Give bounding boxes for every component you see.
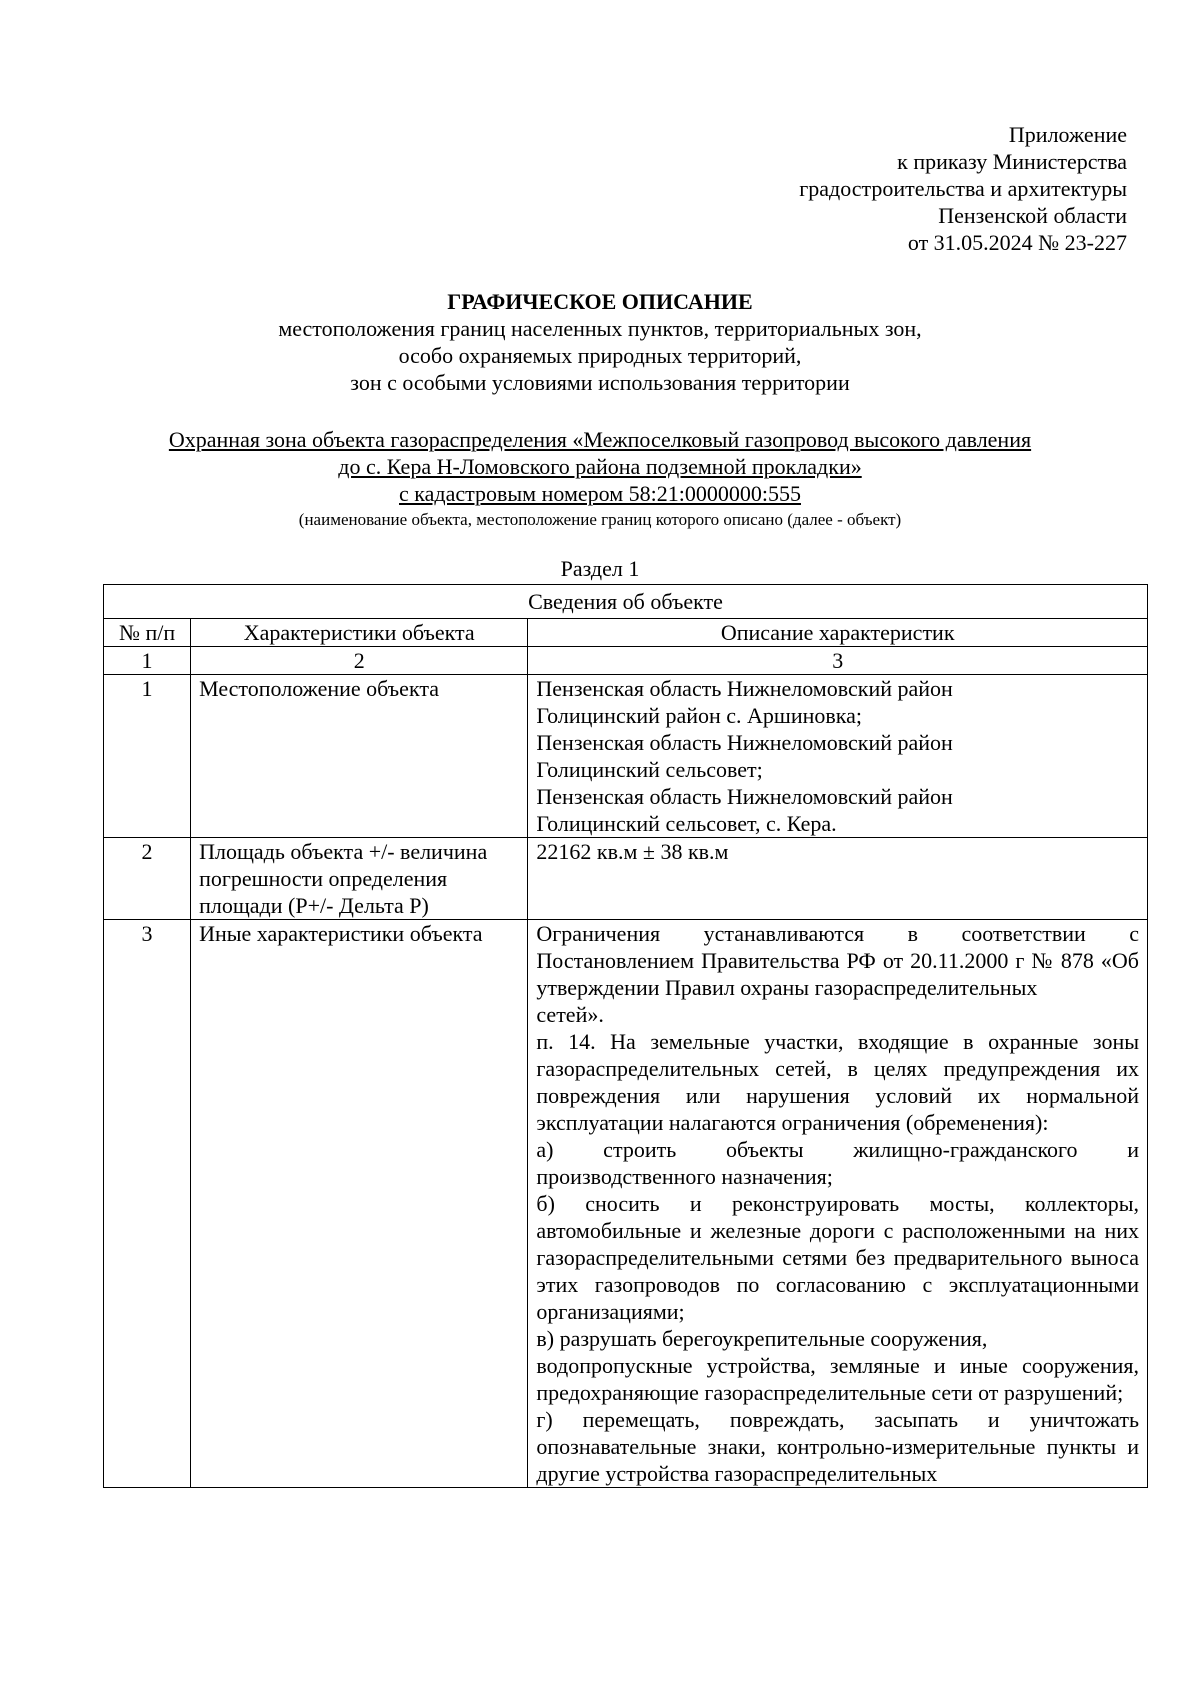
- row-description: [528, 838, 1148, 920]
- appendix-line: от 31.05.2024 № 23-227: [907, 230, 1127, 255]
- appendix-line: к приказу Министерства: [897, 149, 1127, 174]
- row-number: 1: [104, 675, 191, 838]
- description-paragraph: а) строить объекты жилищно-гражданского и производственного назначения;: [536, 1137, 1139, 1189]
- header-description: Описание характеристик: [528, 619, 1148, 647]
- description-line: Пензенская область Нижнеломовский район: [536, 730, 953, 755]
- description-line: Пензенская область Нижнеломовский район: [536, 676, 953, 701]
- object-name-block: [0, 426, 1200, 533]
- title-main: ГРАФИЧЕСКОЕ ОПИСАНИЕ: [447, 289, 753, 314]
- table-row: [104, 675, 1148, 838]
- description-line: 22162 кв.м ± 38 кв.м: [536, 839, 729, 864]
- object-name-line: с кадастровым номером 58:21:0000000:555: [399, 481, 801, 506]
- description-paragraph: сетей».: [536, 1002, 604, 1027]
- header-number: № п/п: [104, 619, 191, 647]
- row-name: Иные характеристики объекта: [191, 920, 528, 1488]
- title-subline: местоположения границ населенных пунктов, территориальных зон,: [278, 316, 922, 341]
- description-paragraph: п. 14. На земельные участки, входящие в охранные зоны газораспределительных сетей, в целях предупреждения их повреждения или нарушения условий их нормальной эксплуатации налагаются ограничения (обременения):: [536, 1029, 1139, 1135]
- appendix-line: Приложение: [1008, 122, 1127, 147]
- appendix-header: [799, 121, 1127, 256]
- description-line: Голицинский сельсовет, с. Кера.: [536, 811, 837, 836]
- description-line: Голицинский район с. Аршиновка;: [536, 703, 863, 728]
- object-name-line: Охранная зона объекта газораспределения «Межпоселковый газопровод высокого давления: [168, 427, 1032, 452]
- appendix-line: градостроительства и архитектуры: [799, 176, 1127, 201]
- row-number: 2: [104, 838, 191, 920]
- description-line: Голицинский сельсовет;: [536, 757, 763, 782]
- row-name: Местоположение объекта: [191, 675, 528, 838]
- section-label: Раздел 1: [560, 556, 640, 581]
- description-line: Пензенская область Нижнеломовский район: [536, 784, 953, 809]
- object-name-line: до с. Кера Н-Ломовского района подземной прокладки»: [338, 454, 862, 479]
- column-number: 3: [528, 647, 1148, 675]
- title-subline: зон с особыми условиями использования территории: [350, 370, 850, 395]
- title-subline: особо охраняемых природных территорий,: [398, 343, 802, 368]
- table-title: Сведения об объекте: [104, 585, 1148, 619]
- column-number: 1: [104, 647, 191, 675]
- appendix-line: Пензенской области: [938, 203, 1127, 228]
- description-paragraph: г) перемещать, повреждать, засыпать и уничтожать опознавательные знаки, контрольно-измерительные пункты и другие устройства газораспределительных: [536, 1407, 1139, 1486]
- column-number: 2: [191, 647, 528, 675]
- description-paragraph: б) сносить и реконструировать мосты, коллекторы, автомобильные и железные дороги с расположенными на них газораспределительными сетями без предварительного выноса этих газопроводов по согласованию с эксплуатационными организациями;: [536, 1191, 1139, 1324]
- object-note: (наименование объекта, местоположение границ которого описано (далее - объект): [298, 510, 902, 529]
- object-info-table: [103, 584, 1148, 1488]
- description-paragraph: в) разрушать берегоукрепительные сооружения,: [536, 1326, 988, 1351]
- row-name: Площадь объекта +/- величина погрешности определения площади (Р+/- Дельта Р): [191, 838, 528, 920]
- row-number: 3: [104, 920, 191, 1488]
- row-description: [528, 920, 1148, 1488]
- description-paragraph: водопропускные устройства, земляные и иные сооружения, предохраняющие газораспределительные сети от разрушений;: [536, 1353, 1139, 1405]
- table-row: [104, 838, 1148, 920]
- table-row: [104, 920, 1148, 1488]
- header-characteristic: Характеристики объекта: [191, 619, 528, 647]
- description-paragraph: Ограничения устанавливаются в соответствии с Постановлением Правительства РФ от 20.11.2000 г № 878 «Об утверждении Правил охраны газораспределительных: [536, 921, 1139, 1000]
- document-title: [100, 288, 1100, 396]
- row-description: [528, 675, 1148, 838]
